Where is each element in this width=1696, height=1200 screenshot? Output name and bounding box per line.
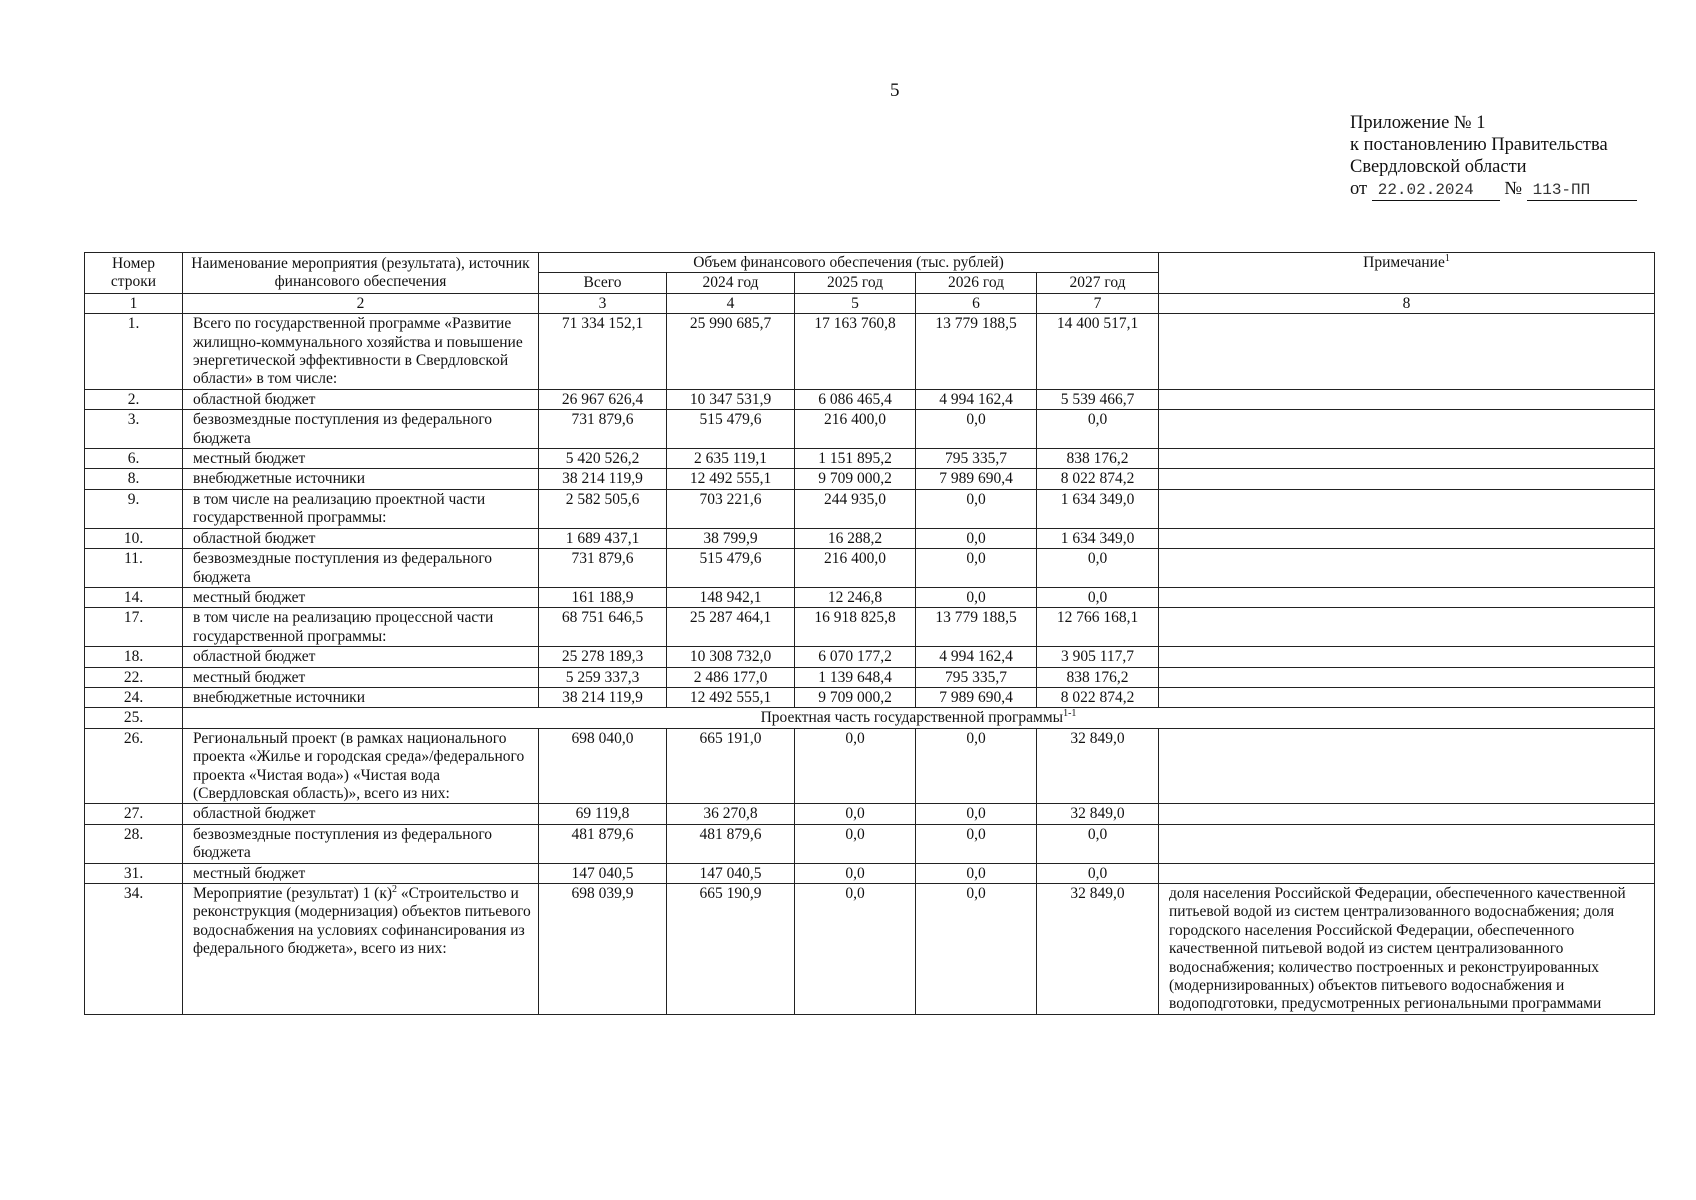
row-number: 9. <box>85 489 183 528</box>
row-2024: 38 799,9 <box>667 528 795 548</box>
page-number: 5 <box>890 80 900 101</box>
table-row <box>85 884 1655 1015</box>
header-2027: 2027 год <box>1037 273 1159 293</box>
table-row <box>85 314 1655 390</box>
row-2024: 481 879,6 <box>667 824 795 863</box>
row-number: 3. <box>85 410 183 449</box>
section-title-sup: 1-1 <box>1063 708 1077 720</box>
row-2025: 0,0 <box>795 804 916 824</box>
row-2025: 9 709 000,2 <box>795 469 916 489</box>
table-row <box>85 824 1655 863</box>
row-number: 31. <box>85 863 183 883</box>
row-2026: 4 994 162,4 <box>916 647 1037 667</box>
row-number: 14. <box>85 587 183 607</box>
row-2027: 0,0 <box>1037 587 1159 607</box>
column-number: 2 <box>183 293 539 313</box>
row-total: 26 967 626,4 <box>539 389 667 409</box>
resolution-number: 113-ПП <box>1527 181 1637 201</box>
header-note <box>1159 253 1655 294</box>
row-note <box>1159 410 1655 449</box>
row-2025: 12 246,8 <box>795 587 916 607</box>
row-total: 71 334 152,1 <box>539 314 667 390</box>
row-total: 38 214 119,9 <box>539 469 667 489</box>
column-number: 5 <box>795 293 916 313</box>
row-2027: 8 022 874,2 <box>1037 469 1159 489</box>
row-2025: 6 070 177,2 <box>795 647 916 667</box>
row-2027: 32 849,0 <box>1037 804 1159 824</box>
row-2024: 515 479,6 <box>667 410 795 449</box>
table-row <box>85 728 1655 804</box>
row-number: 25. <box>85 708 183 728</box>
row-2024: 12 492 555,1 <box>667 687 795 707</box>
row-note <box>1159 549 1655 588</box>
row-name: в том числе на реализацию процессной части государственной программы: <box>183 608 539 647</box>
appendix-block <box>1350 112 1637 201</box>
row-name: внебюджетные источники <box>183 469 539 489</box>
row-2024: 665 190,9 <box>667 884 795 1015</box>
row-note <box>1159 647 1655 667</box>
row-2027: 5 539 466,7 <box>1037 389 1159 409</box>
row-2025: 1 139 648,4 <box>795 667 916 687</box>
column-number: 3 <box>539 293 667 313</box>
row-2027: 1 634 349,0 <box>1037 489 1159 528</box>
row-name: местный бюджет <box>183 449 539 469</box>
table-row <box>85 410 1655 449</box>
row-2025: 16 918 825,8 <box>795 608 916 647</box>
row-2025: 216 400,0 <box>795 410 916 449</box>
row-number: 28. <box>85 824 183 863</box>
table-row <box>85 667 1655 687</box>
table-row <box>85 469 1655 489</box>
table-row <box>85 687 1655 707</box>
row-2024: 515 479,6 <box>667 549 795 588</box>
table-row <box>85 863 1655 883</box>
column-number: 4 <box>667 293 795 313</box>
row-total: 698 039,9 <box>539 884 667 1015</box>
row-2026: 0,0 <box>916 587 1037 607</box>
row-total: 161 188,9 <box>539 587 667 607</box>
row-note <box>1159 314 1655 390</box>
row-2024: 2 635 119,1 <box>667 449 795 469</box>
row-name: областной бюджет <box>183 647 539 667</box>
row-name: в том числе на реализацию проектной части государственной программы: <box>183 489 539 528</box>
row-total: 731 879,6 <box>539 549 667 588</box>
row-name: безвозмездные поступления из федерального бюджета <box>183 410 539 449</box>
row-2025: 17 163 760,8 <box>795 314 916 390</box>
row-2027: 0,0 <box>1037 549 1159 588</box>
row-total: 2 582 505,6 <box>539 489 667 528</box>
row-2025: 1 151 895,2 <box>795 449 916 469</box>
date-prefix: от <box>1350 179 1368 199</box>
row-name: местный бюджет <box>183 587 539 607</box>
row-2024: 25 287 464,1 <box>667 608 795 647</box>
row-total: 481 879,6 <box>539 824 667 863</box>
number-prefix: № <box>1504 179 1522 199</box>
resolution-date: 22.02.2024 <box>1372 181 1500 201</box>
appendix-date-line <box>1350 178 1637 201</box>
row-name: местный бюджет <box>183 667 539 687</box>
row-2027: 12 766 168,1 <box>1037 608 1159 647</box>
table-row <box>85 549 1655 588</box>
row-name: областной бюджет <box>183 389 539 409</box>
row-note <box>1159 528 1655 548</box>
header-2025: 2025 год <box>795 273 916 293</box>
header-row-number: Номер строки <box>85 253 183 294</box>
column-number: 1 <box>85 293 183 313</box>
row-number: 18. <box>85 647 183 667</box>
row-number: 8. <box>85 469 183 489</box>
table-row <box>85 489 1655 528</box>
row-total: 147 040,5 <box>539 863 667 883</box>
row-2024: 36 270,8 <box>667 804 795 824</box>
row-total: 69 119,8 <box>539 804 667 824</box>
row-2026: 0,0 <box>916 528 1037 548</box>
row-2026: 0,0 <box>916 549 1037 588</box>
row-name: областной бюджет <box>183 528 539 548</box>
column-numbers-row <box>85 293 1655 313</box>
header-2026: 2026 год <box>916 273 1037 293</box>
row-note <box>1159 469 1655 489</box>
row-name-prefix: Мероприятие (результат) 1 (к) <box>193 885 393 902</box>
row-note <box>1159 587 1655 607</box>
row-2027: 838 176,2 <box>1037 449 1159 469</box>
row-2026: 0,0 <box>916 804 1037 824</box>
row-name: внебюджетные источники <box>183 687 539 707</box>
column-number: 7 <box>1037 293 1159 313</box>
header-volume: Объем финансового обеспечения (тыс. рублей) <box>539 253 1159 273</box>
row-2026: 795 335,7 <box>916 449 1037 469</box>
row-2026: 0,0 <box>916 728 1037 804</box>
row-2026: 0,0 <box>916 863 1037 883</box>
row-name: Региональный проект (в рамках национального проекта «Жилье и городская среда»/федерального проекта «Чистая вода») «Чистая вода (Свердловская область)», всего из них: <box>183 728 539 804</box>
row-2027: 32 849,0 <box>1037 884 1159 1015</box>
row-number: 17. <box>85 608 183 647</box>
section-row <box>85 708 1655 728</box>
row-number: 6. <box>85 449 183 469</box>
header-row-1 <box>85 253 1655 273</box>
row-number: 24. <box>85 687 183 707</box>
row-note <box>1159 449 1655 469</box>
row-2027: 8 022 874,2 <box>1037 687 1159 707</box>
header-note-sup: 1 <box>1444 252 1450 264</box>
section-title-text: Проектная часть государственной программы <box>760 709 1064 727</box>
header-note-text: Примечание <box>1363 254 1445 271</box>
row-note <box>1159 489 1655 528</box>
row-2027: 14 400 517,1 <box>1037 314 1159 390</box>
row-2025: 216 400,0 <box>795 549 916 588</box>
row-2025: 9 709 000,2 <box>795 687 916 707</box>
row-total: 731 879,6 <box>539 410 667 449</box>
row-name-rest: «Строительство и реконструкция (модернизация) объектов питьевого водоснабжения на условиях софинансирования из федерального бюджета», всего из них: <box>193 885 531 958</box>
row-number: 1. <box>85 314 183 390</box>
column-number: 8 <box>1159 293 1655 313</box>
row-2024: 2 486 177,0 <box>667 667 795 687</box>
row-2026: 0,0 <box>916 489 1037 528</box>
row-note <box>1159 728 1655 804</box>
row-2025: 0,0 <box>795 824 916 863</box>
row-2024: 12 492 555,1 <box>667 469 795 489</box>
table-row <box>85 449 1655 469</box>
row-2024: 25 990 685,7 <box>667 314 795 390</box>
row-note <box>1159 863 1655 883</box>
row-2026: 795 335,7 <box>916 667 1037 687</box>
row-name-sup: 2 <box>392 883 398 895</box>
row-2026: 13 779 188,5 <box>916 608 1037 647</box>
section-title <box>183 708 1655 728</box>
row-total: 68 751 646,5 <box>539 608 667 647</box>
row-2024: 703 221,6 <box>667 489 795 528</box>
row-2025: 0,0 <box>795 884 916 1015</box>
row-2026: 13 779 188,5 <box>916 314 1037 390</box>
table-row <box>85 587 1655 607</box>
header-total: Всего <box>539 273 667 293</box>
row-total: 25 278 189,3 <box>539 647 667 667</box>
row-2024: 665 191,0 <box>667 728 795 804</box>
row-2027: 1 634 349,0 <box>1037 528 1159 548</box>
table-row <box>85 608 1655 647</box>
header-name: Наименование мероприятия (результата), источник финансового обеспечения <box>183 253 539 294</box>
row-2026: 0,0 <box>916 410 1037 449</box>
appendix-line-2: к постановлению Правительства <box>1350 135 1608 155</box>
row-2026: 0,0 <box>916 884 1037 1015</box>
row-number: 34. <box>85 884 183 1015</box>
row-2025: 0,0 <box>795 728 916 804</box>
row-note <box>1159 389 1655 409</box>
column-number: 6 <box>916 293 1037 313</box>
row-name: местный бюджет <box>183 863 539 883</box>
row-total: 1 689 437,1 <box>539 528 667 548</box>
row-2025: 6 086 465,4 <box>795 389 916 409</box>
row-2026: 7 989 690,4 <box>916 687 1037 707</box>
appendix-line-3: Свердловской области <box>1350 157 1527 177</box>
row-2027: 0,0 <box>1037 410 1159 449</box>
row-name: безвозмездные поступления из федерального бюджета <box>183 824 539 863</box>
row-number: 2. <box>85 389 183 409</box>
appendix-line-1: Приложение № 1 <box>1350 113 1486 133</box>
row-note <box>1159 687 1655 707</box>
row-note <box>1159 804 1655 824</box>
row-number: 11. <box>85 549 183 588</box>
row-2027: 32 849,0 <box>1037 728 1159 804</box>
table-row <box>85 389 1655 409</box>
row-note <box>1159 608 1655 647</box>
row-2027: 0,0 <box>1037 863 1159 883</box>
row-2025: 244 935,0 <box>795 489 916 528</box>
row-2024: 148 942,1 <box>667 587 795 607</box>
row-number: 10. <box>85 528 183 548</box>
row-name: областной бюджет <box>183 804 539 824</box>
row-number: 27. <box>85 804 183 824</box>
row-2025: 0,0 <box>795 863 916 883</box>
row-2024: 10 347 531,9 <box>667 389 795 409</box>
row-note: доля населения Российской Федерации, обеспеченного качественной питьевой водой из систем централизованного водоснабжения; доля городского населения Российской Федерации, обеспеченного качественной питьевой водой из систем централизованного водоснабжения; количество построенных и реконструированных (модернизированных) объектов питьевого водоснабжения и водоподготовки, предусмотренных региональными программами <box>1159 884 1655 1015</box>
row-name: безвозмездные поступления из федерального бюджета <box>183 549 539 588</box>
row-2027: 838 176,2 <box>1037 667 1159 687</box>
row-name <box>183 884 539 1015</box>
row-2027: 3 905 117,7 <box>1037 647 1159 667</box>
row-note <box>1159 824 1655 863</box>
row-2026: 4 994 162,4 <box>916 389 1037 409</box>
row-2024: 147 040,5 <box>667 863 795 883</box>
row-total: 5 259 337,3 <box>539 667 667 687</box>
row-2025: 16 288,2 <box>795 528 916 548</box>
row-total: 698 040,0 <box>539 728 667 804</box>
table-row <box>85 647 1655 667</box>
row-total: 5 420 526,2 <box>539 449 667 469</box>
financing-table <box>84 252 1655 1015</box>
row-2026: 0,0 <box>916 824 1037 863</box>
table-row <box>85 804 1655 824</box>
row-2024: 10 308 732,0 <box>667 647 795 667</box>
header-2024: 2024 год <box>667 273 795 293</box>
row-total: 38 214 119,9 <box>539 687 667 707</box>
row-number: 22. <box>85 667 183 687</box>
row-note <box>1159 667 1655 687</box>
row-2027: 0,0 <box>1037 824 1159 863</box>
row-number: 26. <box>85 728 183 804</box>
row-2026: 7 989 690,4 <box>916 469 1037 489</box>
table-row <box>85 528 1655 548</box>
row-name: Всего по государственной программе «Развитие жилищно-коммунального хозяйства и повышение энергетической эффективности в Свердловской области» в том числе: <box>183 314 539 390</box>
